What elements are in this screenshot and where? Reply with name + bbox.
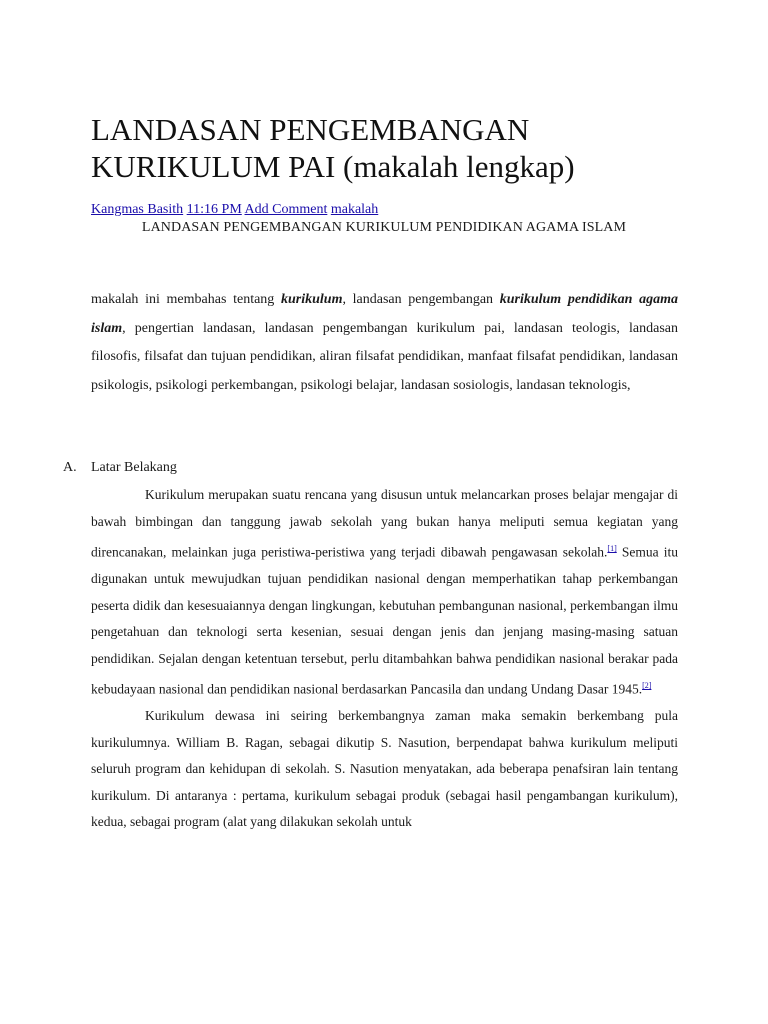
section-number: A. xyxy=(63,460,77,475)
label-link[interactable]: makalah xyxy=(330,202,379,217)
footnote-link-2[interactable]: [2] xyxy=(642,681,652,690)
footnote-link-1[interactable]: [1] xyxy=(607,544,617,553)
section-body xyxy=(91,482,678,836)
section-title: Latar Belakang xyxy=(91,460,177,475)
intro-text-1: makalah ini membahas tentang xyxy=(91,292,281,307)
intro-paragraph xyxy=(91,286,678,401)
intro-text-2: , landasan pengembangan xyxy=(342,292,500,307)
intro-text-3: , pengertian landasan, landasan pengembangan kurikulum pai, landasan teologis, landasan filosofis, filsafat dan tujuan pendidikan, aliran filsafat pendidikan, manfaat filsafat pendidikan, landasan psikologis, psikologi perkembangan, psikologi belajar, landasan sosiologis, landasan teknologis, xyxy=(91,320,678,394)
add-comment-link[interactable]: Add Comment xyxy=(244,202,328,217)
page-title: LANDASAN PENGEMBANGAN KURIKULUM PAI (makalah lengkap) xyxy=(91,112,575,184)
post-byline xyxy=(91,200,378,220)
author-link[interactable]: Kangmas Basith xyxy=(91,202,184,217)
document-subtitle: LANDASAN PENGEMBANGAN KURIKULUM PENDIDIKAN AGAMA ISLAM xyxy=(141,220,627,235)
intro-keyword-1: kurikulum xyxy=(280,292,343,307)
section-heading xyxy=(63,458,177,478)
intro-keyword-2: kurikulum pendidikan agama islam xyxy=(91,292,678,336)
paragraph-1-text-b: Semua itu digunakan untuk mewujudkan tujuan pendidikan nasional dengan memperhatikan tahap perkembangan peserta didik dan kesesuaiannya dengan lingkungan, kebutuhan pembangunan nasional, perkembangan ilmu pengetahuan dan teknologi serta kesenian, sesuai dengan jenis dan jenjang masing-masing satuan pendidikan. Sejalan dengan ketentuan tersebut, perlu ditambahkan bahwa pendidikan nasional berakar pada kebudayaan nasional dan pendidikan nasional berdasarkan Pancasila dan undang Undang Dasar 1945. xyxy=(91,544,679,697)
body-paragraph-1 xyxy=(91,482,678,703)
post-time-link[interactable]: 11:16 PM xyxy=(186,202,242,217)
paragraph-1-text-a: Kurikulum merupakan suatu rencana yang disusun untuk melancarkan proses belajar mengajar di bawah bimbingan dan tanggung jawab sekolah yang bukan hanya meliputi semua kegiatan yang direncanakan, melainkan juga peristiwa-peristiwa yang terjadi dibawah pengawasan sekolah. xyxy=(91,487,678,560)
body-paragraph-2: Kurikulum dewasa ini seiring berkembangnya zaman maka semakin berkembang pula kurikulumnya. William B. Ragan, sebagai dikutip S. Nasution, berpendapat bahwa kurikulum meliputi seluruh program dan kehidupan di sekolah. S. Nasution menyatakan, ada beberapa penafsiran lain tentang kurikulum. Di antaranya : pertama, kurikulum sebagai produk (sebagai hasil pengambangan kurikulum), kedua, sebagai program (alat yang dilakukan sekolah untuk xyxy=(91,708,678,829)
